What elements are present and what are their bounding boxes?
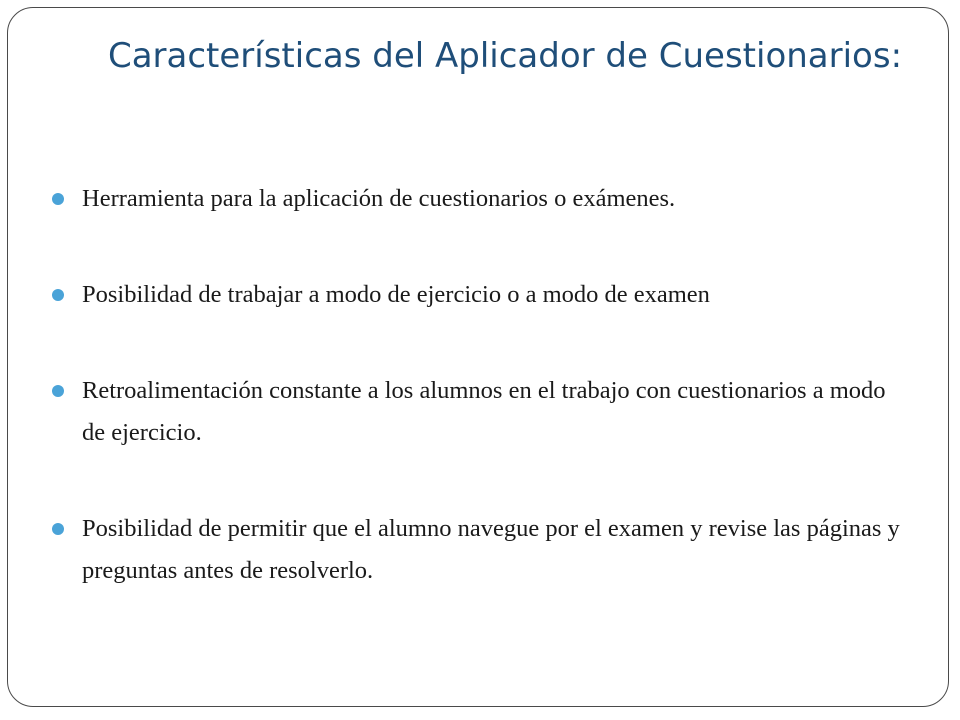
- bullet-item: [52, 508, 912, 592]
- bullet-item: [52, 274, 912, 316]
- bullet-item: [52, 178, 912, 220]
- bullet-list: [52, 178, 912, 592]
- bullet-text: Retroalimentación constante a los alumnos en el trabajo con cuestionarios a modo de ejercicio.: [82, 377, 886, 446]
- bullet-text: Herramienta para la aplicación de cuestionarios o exámenes.: [82, 185, 676, 212]
- bullet-dot-icon: [52, 523, 64, 535]
- bullet-dot-icon: [52, 289, 64, 301]
- bullet-dot-icon: [52, 385, 64, 397]
- bullet-item: [52, 370, 912, 454]
- bullet-text: Posibilidad de permitir que el alumno navegue por el examen y revise las páginas y preguntas antes de resolverlo.: [82, 515, 900, 584]
- slide-title: Características del Aplicador de Cuestionarios:: [107, 36, 903, 76]
- bullet-dot-icon: [52, 193, 64, 205]
- bullet-text: Posibilidad de trabajar a modo de ejercicio o a modo de examen: [82, 281, 710, 308]
